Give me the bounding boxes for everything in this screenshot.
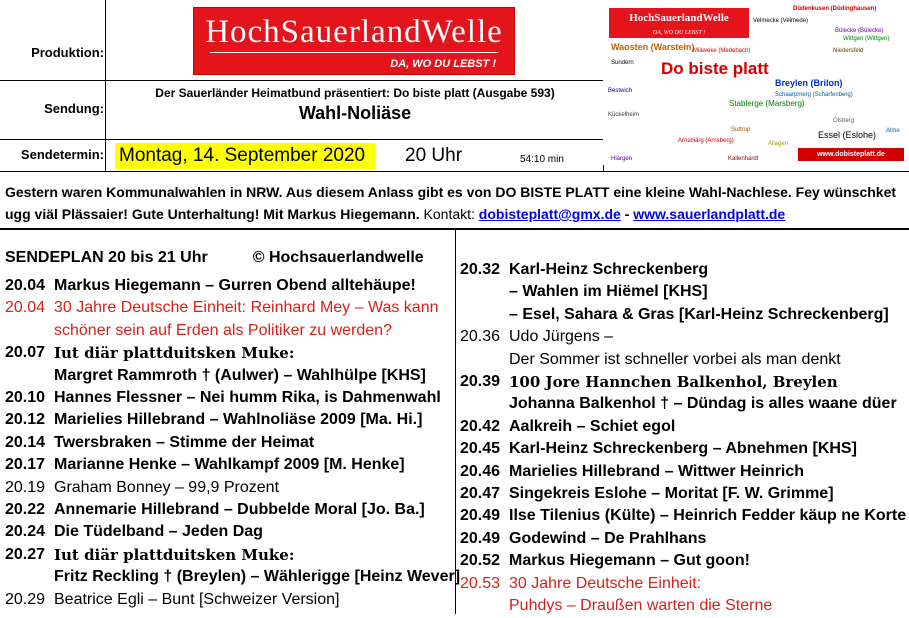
schedule-entry xyxy=(5,589,453,611)
label-produktion: Produktion: xyxy=(31,45,104,60)
entry-time: 20.45 xyxy=(460,440,501,458)
entry-time: 20.12 xyxy=(5,411,46,429)
entry-text: – Wahlen im Hiëmel [KHS] xyxy=(509,283,708,301)
collage-word: Düdenkusen (Düdinghausen) xyxy=(793,6,877,12)
entry-text: Ilse Tilenius (Külte) – Heinrich Fedder käup ne Korte xyxy=(509,507,907,525)
entry-time: 20.07 xyxy=(5,344,46,362)
entry-time: 20.52 xyxy=(460,552,501,570)
entry-text: Johanna Balkenhol † – Dündag is alles waane düer xyxy=(509,395,897,413)
schedule-entry xyxy=(5,521,453,543)
email-link[interactable]: dobisteplatt@gmx.de xyxy=(478,206,621,222)
collage-word: Sundern xyxy=(611,60,634,66)
entry-time: 20.22 xyxy=(5,501,46,519)
schedule-left-column xyxy=(5,275,461,611)
entry-text: Markus Hiegemann – Gurren Obend alltehäupe! xyxy=(54,277,416,294)
entry-text: Graham Bonney – 99,9 Prozent xyxy=(54,478,280,496)
schedule-entry xyxy=(5,454,453,476)
entry-text: Udo Jürgens – xyxy=(509,328,614,346)
collage-word: Hiärgen xyxy=(611,156,633,162)
collage-word: Wittgen (Wittgen) xyxy=(843,36,890,42)
logo-title: HochSauerlandWelle xyxy=(205,14,503,50)
copyright: © Hochsauerlandwelle xyxy=(252,249,424,266)
schedule-entry xyxy=(460,281,908,303)
intro-text xyxy=(5,181,905,225)
entry-text: Annemarie Hillebrand – Dubbelde Moral [Jo. Ba.] xyxy=(54,501,425,519)
entry-time: 20.04 xyxy=(5,299,46,317)
entry-time: 20.47 xyxy=(460,485,501,503)
entry-text: Beatrice Egli – Bunt [Schweizer Version] xyxy=(54,590,340,608)
schedule-entry xyxy=(460,304,908,326)
label-sendung: Sendung: xyxy=(44,101,104,116)
schedule-entry xyxy=(5,387,453,409)
sendung-title: Wahl-Noliäse xyxy=(298,103,412,123)
divider xyxy=(0,171,909,172)
logo-underline xyxy=(210,52,498,53)
entry-time: 20.29 xyxy=(5,590,46,608)
schedule-entry xyxy=(460,326,908,348)
entry-text: Margret Rammroth † (Aulwer) – Wahlhülpe [KHS] xyxy=(54,366,426,384)
schedule-entry xyxy=(5,432,453,454)
sendung-subtitle: Der Sauerländer Heimatbund präsentiert: Do biste platt (Ausgabe 593) xyxy=(155,86,555,100)
schedule-entry xyxy=(460,393,908,415)
collage-word: Bülecke (Bülecke) xyxy=(835,28,884,34)
entry-text: Karl-Heinz Schreckenberg xyxy=(509,261,709,278)
collage-word: Bestwich xyxy=(608,88,633,94)
entry-text: Hannes Flessner – Nei humm Rika, is Dahmenwahl xyxy=(54,389,441,407)
entry-time: 20.27 xyxy=(5,545,46,563)
collage-logo xyxy=(609,8,749,38)
collage-word: Niedersfeld xyxy=(833,48,864,54)
entry-text: Die Tüdelband – Jeden Dag xyxy=(54,523,263,541)
divider xyxy=(0,139,604,140)
entry-text: Iut diär plattduitsken Muke: xyxy=(54,545,295,564)
entry-time: 20.04 xyxy=(5,277,46,294)
collage-word: Velmecke (Velmede) xyxy=(753,18,809,24)
collage-url: www.dobisteplatt.de xyxy=(798,148,904,161)
logo-slogan: DA, WO DU LEBST ! xyxy=(390,58,496,70)
website-link[interactable]: www.sauerlandplatt.de xyxy=(633,206,786,222)
entry-time: 20.39 xyxy=(460,373,501,391)
schedule-heading xyxy=(5,249,424,267)
entry-text: Aalkreih – Schiet egol xyxy=(509,417,676,435)
entry-text: Singekreis Eslohe – Moritat [F. W. Grimme] xyxy=(509,485,834,503)
collage-word: Kückelheim xyxy=(608,112,640,118)
schedule-entry xyxy=(460,371,908,393)
entry-text: 100 Jore Hannchen Balkenhol, Breylen xyxy=(509,373,838,392)
collage-word: Arnsbiärg (Arnsberg) xyxy=(678,138,734,144)
schedule-entry xyxy=(5,320,453,342)
schedule-entry xyxy=(460,349,908,371)
entry-text: Markus Hiegemann – Gut goon! xyxy=(509,552,750,570)
entry-text: – Esel, Sahara & Gras [Karl-Heinz Schreckenberg] xyxy=(509,305,889,323)
collage-word: Schaarpmerg (Scharfenberg) xyxy=(775,92,853,98)
schedule-entry xyxy=(5,544,453,566)
collage-word: Stablerge (Marsberg) xyxy=(729,99,805,108)
schedule-right-column xyxy=(460,259,908,618)
schedule-entry xyxy=(460,528,908,550)
collage-word: Olsberg xyxy=(833,118,855,124)
divider xyxy=(0,80,604,81)
collage-word: Essel (Eslohe) xyxy=(818,130,877,140)
entry-text: Puhdys – Draußen warten die Sterne xyxy=(509,597,773,615)
broadcast-duration: 54:10 min xyxy=(520,154,564,165)
entry-time: 20.49 xyxy=(460,529,501,547)
schedule-entry xyxy=(5,365,453,387)
broadcast-date: Montag, 14. September 2020 xyxy=(115,143,375,169)
broadcast-time: 20 Uhr xyxy=(405,145,463,166)
entry-text: Godewind – De Prahlhans xyxy=(509,529,707,547)
entry-time: 20.17 xyxy=(5,456,46,474)
schedule-entry xyxy=(460,483,908,505)
collage-word: Miäweke (Medebach) xyxy=(693,48,751,54)
collage-logo-slogan: DA, WO DU LEBST ! xyxy=(652,30,706,36)
entry-text: Marianne Henke – Wahlkampf 2009 [M. Henke] xyxy=(54,456,405,474)
collage-word: Kallenhardt xyxy=(728,156,759,162)
schedule-entry xyxy=(460,438,908,460)
entry-text: Der Sommer ist schneller vorbei als man denkt xyxy=(509,350,841,368)
schedule-entry xyxy=(5,477,453,499)
entry-text: Iut diär plattduitsken Muke: xyxy=(54,344,295,363)
schedule-entry xyxy=(460,259,908,281)
collage-word: Allagen xyxy=(768,141,789,147)
entry-text: 30 Jahre Deutsche Einheit: xyxy=(509,574,702,592)
entry-text: schöner sein auf Erden als Politiker zu werden? xyxy=(54,321,392,339)
entry-text: Twersbraken – Stimme der Heimat xyxy=(54,433,315,451)
collage-title: Do biste platt xyxy=(661,59,769,78)
entry-time: 20.49 xyxy=(460,507,501,525)
schedule-entry xyxy=(460,505,908,527)
schedule-entry xyxy=(5,566,461,588)
entry-time: 20.32 xyxy=(460,261,501,278)
entry-time: 20.36 xyxy=(460,328,501,346)
collage-word: Alme xyxy=(886,128,900,134)
entry-text: Karl-Heinz Schreckenberg – Abnehmen [KHS] xyxy=(509,440,857,458)
schedule-entry xyxy=(5,297,453,319)
entry-time: 20.19 xyxy=(5,478,46,496)
entry-text: Marielies Hillebrand – Wahlnoliäse 2009 [Ma. Hi.] xyxy=(54,411,423,429)
entry-time: 20.46 xyxy=(460,462,501,480)
entry-text: Marielies Hillebrand – Wittwer Heinrich xyxy=(509,462,805,480)
entry-text: Fritz Reckling † (Breylen) – Wählerigge [Heinz Wever] xyxy=(54,568,461,586)
entry-text: 30 Jahre Deutsche Einheit: Reinhard Mey – Was kann xyxy=(54,299,439,317)
collage-word: Suttrop xyxy=(731,127,751,133)
schedule-entry xyxy=(460,416,908,438)
schedule-entry xyxy=(5,409,453,431)
label-sendetermin: Sendetermin: xyxy=(20,147,104,162)
schedule-entry xyxy=(5,342,453,364)
schedule-entry xyxy=(5,499,453,521)
entry-time: 20.53 xyxy=(460,574,501,592)
schedule-title: SENDEPLAN 20 bis 21 Uhr xyxy=(5,249,208,266)
do-biste-platt-collage xyxy=(603,0,909,165)
schedule-entry xyxy=(5,275,453,297)
link-separator: - xyxy=(624,206,630,222)
column-divider xyxy=(455,230,456,614)
collage-logo-text: HochSauerlandWelle xyxy=(629,12,729,24)
collage-word: Waosten (Warstein) xyxy=(611,42,695,52)
entry-time: 20.10 xyxy=(5,389,46,407)
intro-description: Gestern waren Kommunalwahlen in NRW. Aus diesem Anlass gibt es von DO BISTE PLATT eine kleine Wahl-Nachlese. Fey wünschket ugg viäl Plässaier! Gute Unterhaltung! Mit Markus Hiegemann. xyxy=(5,184,897,222)
hochsauerlandwelle-logo xyxy=(190,4,518,78)
collage-word: Breylen (Brilon) xyxy=(775,78,843,88)
schedule-entry xyxy=(460,595,908,617)
schedule-entry xyxy=(460,461,908,483)
schedule-entry xyxy=(460,550,908,572)
entry-time: 20.24 xyxy=(5,523,46,541)
schedule-entry xyxy=(460,573,908,595)
contact-label: Kontakt: xyxy=(423,206,475,222)
entry-time: 20.14 xyxy=(5,433,46,451)
entry-time: 20.42 xyxy=(460,417,501,435)
header-table xyxy=(0,0,909,172)
